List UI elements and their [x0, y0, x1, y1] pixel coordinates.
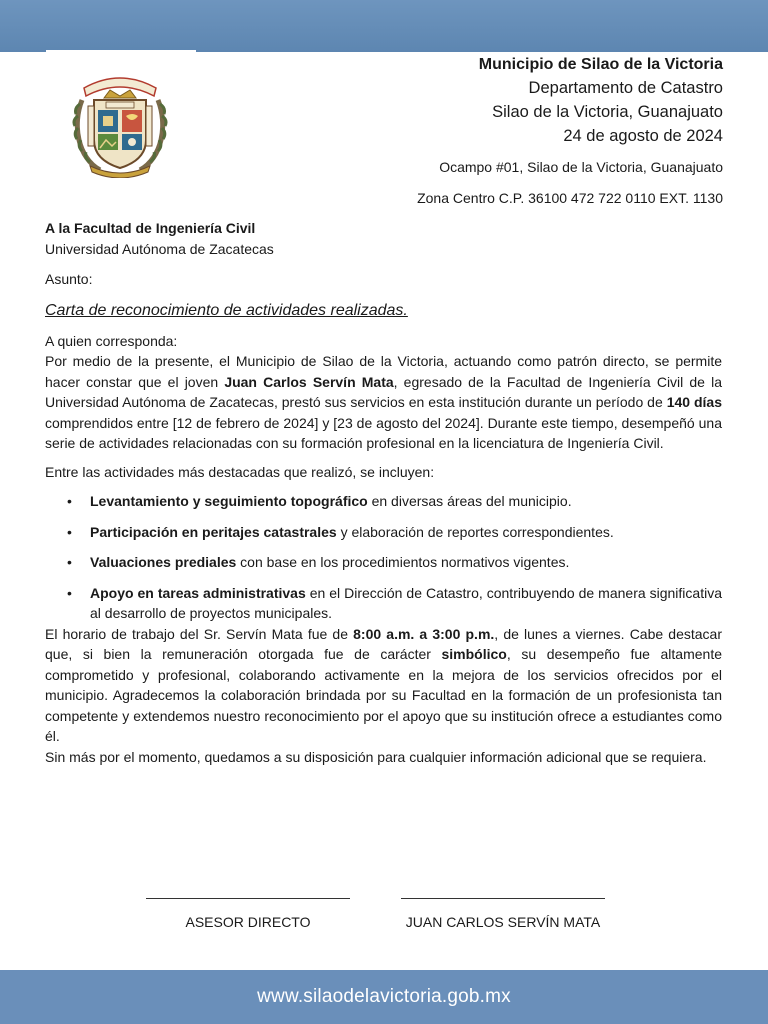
paragraph-intro-text-1: Por medio de la presente, el Municipio de Silao de la Victoria, actuando como patrón directo, se permite hacer constar que el joven — [45, 353, 722, 390]
activity-title: Levantamiento y seguimiento topográfico — [90, 493, 368, 509]
activity-description: en el Dirección de Catastro, contribuyendo de manera significativa al desarrollo de proyectos municipales. — [90, 584, 722, 621]
list-item — [45, 552, 722, 573]
paragraph-schedule — [45, 624, 722, 747]
signature-name-student: JUAN CARLOS SERVÍN MATA — [405, 914, 601, 930]
signature-line — [146, 898, 350, 899]
municipality-name: Municipio de Silao de la Victoria — [478, 56, 723, 73]
signature-line — [401, 898, 605, 899]
top-decorative-bar — [0, 0, 768, 52]
signature-name-advisor: ASESOR DIRECTO — [185, 914, 311, 930]
bullet-icon: • — [67, 493, 72, 509]
department-name: Departamento de Catastro — [528, 79, 723, 97]
activity-title: Participación en peritajes catastrales — [90, 523, 337, 540]
greeting: A quien corresponda: — [45, 332, 178, 349]
paragraph-schedule-text-2: , de lunes a viernes. Cabe destacar que, si bien la remuneración otorgada fue de carácter — [45, 625, 722, 662]
subject-label: Asunto: — [45, 271, 93, 287]
signature-block-student — [401, 898, 605, 930]
list-item — [45, 522, 722, 543]
address-line-2: Zona Centro C.P. 36100 472 722 0110 EXT. 1130 — [417, 190, 723, 206]
activities-list — [45, 491, 722, 624]
top-bar-notch — [46, 50, 196, 52]
student-name: Juan Carlos Servín Mata — [224, 373, 394, 390]
activity-description: con base en los procedimientos normativos vigentes. — [236, 554, 570, 570]
activity-title: Apoyo en tareas administrativas — [90, 584, 306, 601]
service-days: 140 días — [666, 394, 722, 410]
paragraph-schedule-text-1: El horario de trabajo del Sr. Servín Mata fue de — [45, 625, 354, 642]
address-line-1: Ocampo #01, Silao de la Victoria, Guanajuato — [439, 159, 723, 175]
letter-body — [45, 218, 722, 767]
bullet-icon: • — [67, 584, 72, 601]
footer-website-link[interactable]: www.silaodelavictoria.gob.mx — [257, 986, 511, 1007]
paragraph-intro-text-3: comprendidos entre [12 de febrero de 2024] y [23 de agosto del 2024]. Durante este tiempo, desempeñó una serie de actividades relacionadas con su formación profesional en la licenciatura de Ingeniería Civil. — [45, 414, 722, 451]
footer-bar — [0, 970, 768, 1024]
activity-description: en diversas áreas del municipio. — [367, 493, 572, 509]
coat-of-arms-icon — [70, 70, 170, 178]
closing-paragraph: Sin más por el momento, quedamos a su disposición para cualquier información adicional que se requiera. — [45, 748, 707, 765]
paragraph-intro — [45, 351, 722, 454]
list-item — [45, 583, 722, 624]
activities-intro: Entre las actividades más destacadas que realizó, se incluyen: — [45, 463, 435, 480]
work-hours: 8:00 a.m. a 3:00 p.m. — [353, 625, 495, 642]
remuneration-type: simbólico — [441, 646, 507, 662]
bullet-icon: • — [67, 554, 72, 570]
signature-block-advisor — [146, 898, 350, 930]
bullet-icon: • — [67, 523, 72, 540]
recipient-institution: Universidad Autónoma de Zacatecas — [45, 240, 274, 257]
recipient-name: A la Facultad de Ingeniería Civil — [45, 220, 256, 236]
subject-text: Carta de reconocimiento de actividades realizadas. — [45, 301, 408, 319]
activity-title: Valuaciones prediales — [90, 554, 237, 570]
activity-description: y elaboración de reportes correspondientes. — [336, 523, 614, 540]
paragraph-schedule-text-3: , su desempeño fue altamente comprometido y profesional, colaborando activamente en la mejora de los servicios ofrecidos por el municipio. Agradecemos la colaboración brindada por su Facultad en la formación de un profesionista tan competente y extendemos nuestro reconocimiento por el apoyo que su institución ofrece a estudiantes como él. — [45, 646, 722, 744]
list-item — [45, 491, 722, 512]
paragraph-intro-text-2: , egresado de la Facultad de Ingeniería Civil de la Universidad Autónoma de Zacatecas, prestó sus servicios en esta institución durante un período de — [45, 373, 722, 410]
city-state: Silao de la Victoria, Guanajuato — [492, 103, 723, 121]
letterhead — [417, 52, 723, 207]
letter-date: 24 de agosto de 2024 — [563, 127, 723, 145]
